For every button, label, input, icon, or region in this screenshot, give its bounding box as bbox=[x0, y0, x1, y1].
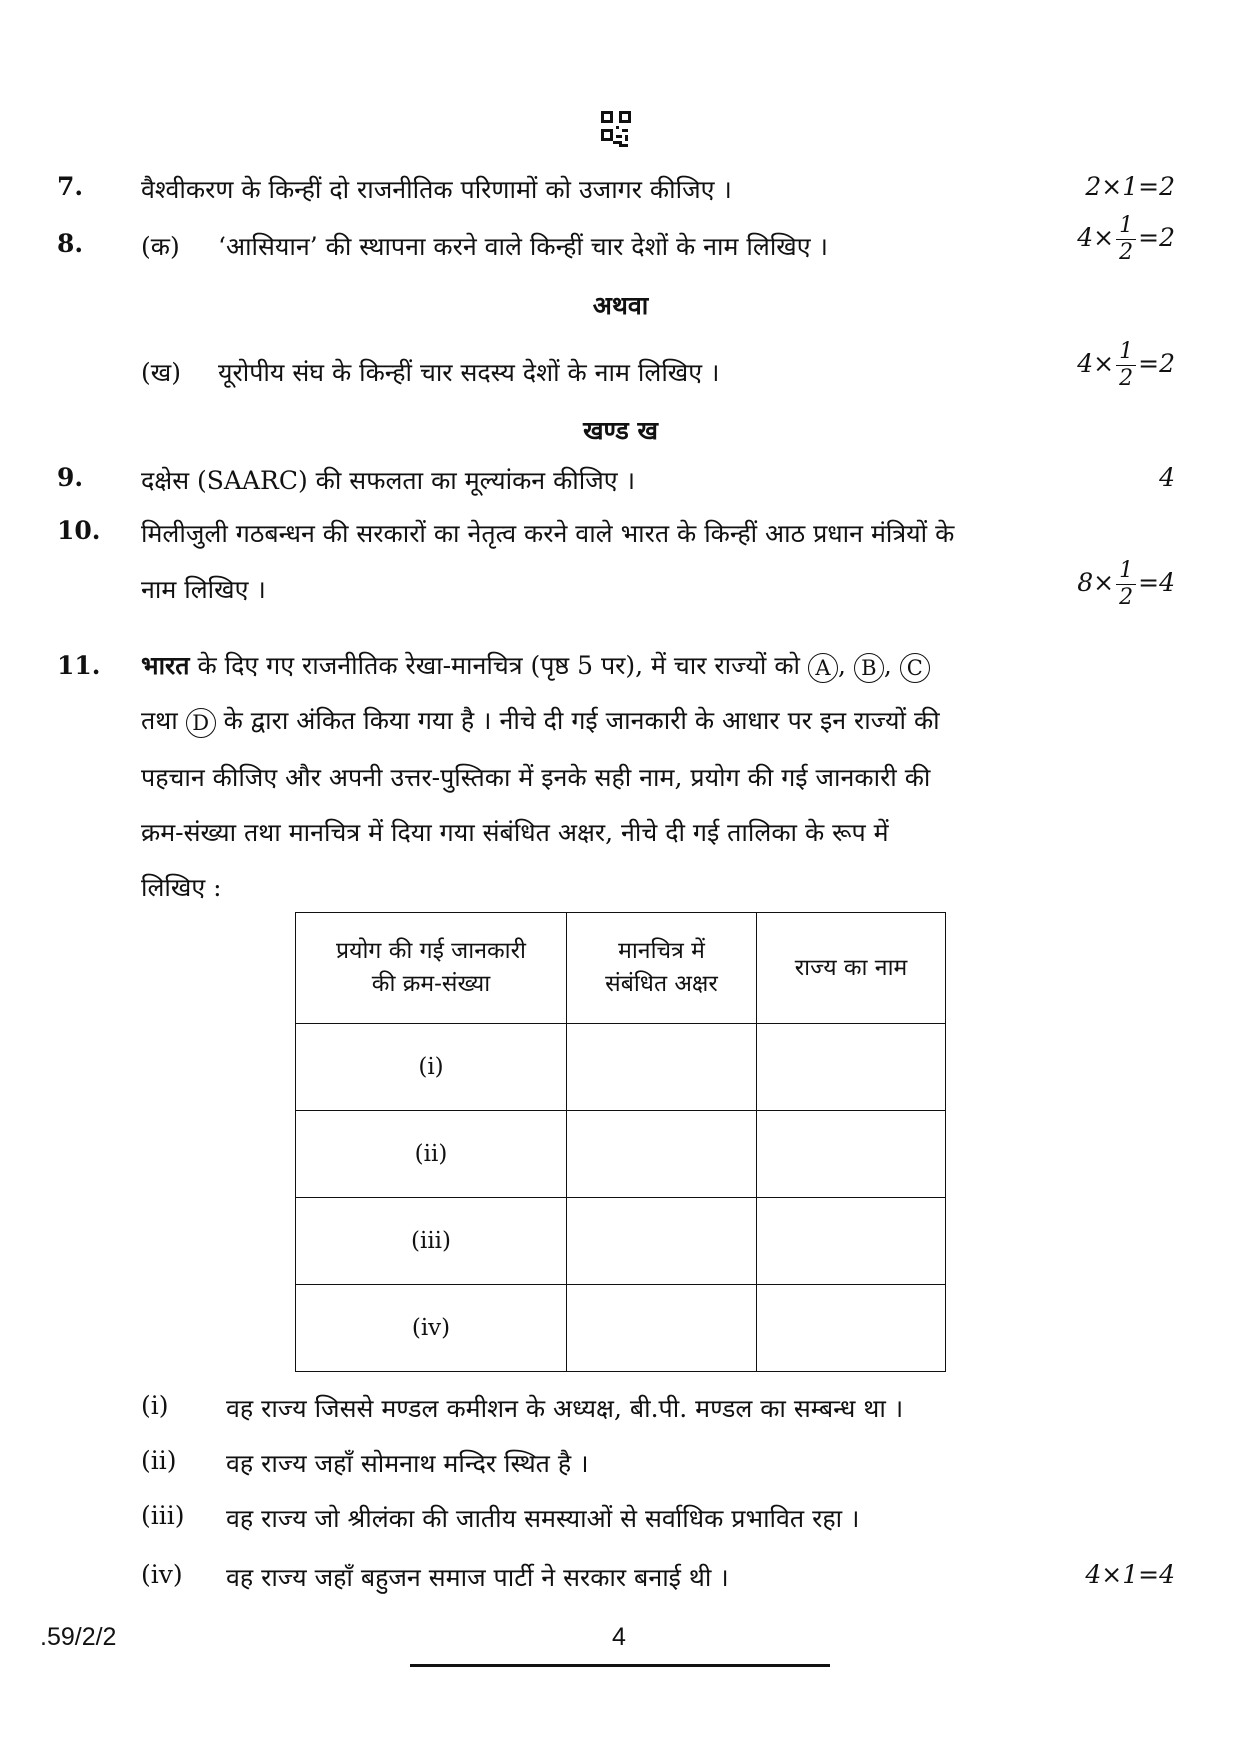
paper-code: .59/2/2 bbox=[40, 1623, 117, 1651]
option-text: ‘आसियान’ की स्थापना करने वाले किन्हीं चार देशों के नाम लिखिए । bbox=[218, 232, 828, 261]
table-cell: (iii) bbox=[296, 1198, 567, 1285]
table-cell: (ii) bbox=[296, 1111, 567, 1198]
clue-label: (ii) bbox=[141, 1446, 177, 1475]
clue-text: वह राज्य जहाँ बहुजन समाज पार्टी ने सरकार बनाई थी । bbox=[226, 1563, 729, 1592]
clue-text: वह राज्य जो श्रीलंका की जातीय समस्याओं से सर्वाधिक प्रभावित रहा । bbox=[226, 1504, 860, 1533]
clue-label: (i) bbox=[141, 1391, 169, 1420]
marks: 4×1=4 bbox=[1085, 1560, 1175, 1589]
table-cell: (i) bbox=[296, 1024, 567, 1111]
answer-table bbox=[295, 912, 946, 1372]
option-text: यूरोपीय संघ के किन्हीं चार सदस्य देशों के नाम लिखिए । bbox=[218, 358, 720, 387]
question-number: 9. bbox=[57, 463, 84, 492]
table-row bbox=[296, 1198, 946, 1285]
table-cell: (iv) bbox=[296, 1285, 567, 1372]
column-header: मानचित्र में संबंधित अक्षर bbox=[567, 913, 757, 1024]
table-row bbox=[296, 1024, 946, 1111]
question-number: 7. bbox=[57, 172, 84, 201]
marks: 2×1=2 bbox=[1085, 172, 1175, 201]
question-text: भारत के दिए गए राजनीतिक रेखा-मानचित्र (पृष्ठ 5 पर), में चार राज्यों को A , B , C bbox=[141, 648, 930, 683]
marker-b: B bbox=[854, 653, 884, 683]
question-text: लिखिए : bbox=[141, 873, 222, 902]
table-row bbox=[296, 1111, 946, 1198]
question-text: वैश्वीकरण के किन्हीं दो राजनीतिक परिणामों को उजागर कीजिए । bbox=[141, 175, 732, 204]
table-cell bbox=[757, 1198, 946, 1285]
marker-a: A bbox=[808, 653, 838, 683]
table-cell bbox=[567, 1198, 757, 1285]
page-number: 4 bbox=[612, 1623, 626, 1651]
table-row bbox=[296, 1285, 946, 1372]
question-text: क्रम-संख्या तथा मानचित्र में दिया गया संबंधित अक्षर, नीचे दी गई तालिका के रूप में bbox=[141, 818, 889, 847]
clue-label: (iii) bbox=[141, 1501, 185, 1530]
section-heading: खण्ड ख bbox=[583, 416, 658, 445]
question-text: मिलीजुली गठबन्धन की सरकारों का नेतृत्व करने वाले भारत के किन्हीं आठ प्रधान मंत्रियों के bbox=[141, 519, 955, 548]
table-cell bbox=[567, 1111, 757, 1198]
clue-label: (iv) bbox=[141, 1560, 183, 1589]
column-header: राज्य का नाम bbox=[757, 913, 946, 1024]
clue-text: वह राज्य जहाँ सोमनाथ मन्दिर स्थित है । bbox=[226, 1449, 589, 1478]
marks: 4× $\frac{1}{2}$ =2 bbox=[1077, 339, 1175, 391]
option-label: (ख) bbox=[141, 358, 181, 387]
table-cell bbox=[757, 1111, 946, 1198]
option-label: (क) bbox=[141, 232, 180, 261]
footer-rule bbox=[410, 1664, 830, 1667]
marks: 8× $\frac{1}{2}$ =4 bbox=[1077, 558, 1175, 610]
question-text: पहचान कीजिए और अपनी उत्तर-पुस्तिका में इनके सही नाम, प्रयोग की गई जानकारी की bbox=[141, 763, 931, 792]
column-header: प्रयोग की गई जानकारी की क्रम-संख्या bbox=[296, 913, 567, 1024]
table-cell bbox=[567, 1285, 757, 1372]
question-text: नाम लिखिए । bbox=[141, 575, 266, 604]
marks: 4× $\frac{1}{2}$ =2 bbox=[1077, 213, 1175, 265]
or-divider: अथवा bbox=[592, 291, 649, 320]
marks: 4 bbox=[1159, 463, 1175, 492]
table-header-row bbox=[296, 913, 946, 1024]
table-cell bbox=[757, 1024, 946, 1111]
question-text: दक्षेस (SAARC) की सफलता का मूल्यांकन कीजिए । bbox=[141, 466, 636, 495]
table-cell bbox=[567, 1024, 757, 1111]
qr-code-icon bbox=[601, 111, 631, 147]
table-cell bbox=[757, 1285, 946, 1372]
question-number: 11. bbox=[57, 651, 101, 680]
clue-text: वह राज्य जिससे मण्डल कमीशन के अध्यक्ष, बी.पी. मण्डल का सम्बन्ध था । bbox=[226, 1394, 904, 1423]
marker-c: C bbox=[900, 653, 930, 683]
question-text: तथा D के द्वारा अंकित किया गया है । नीचे दी गई जानकारी के आधार पर इन राज्यों की bbox=[141, 703, 940, 738]
question-number: 10. bbox=[57, 516, 101, 545]
marker-d: D bbox=[186, 708, 216, 738]
question-number: 8. bbox=[57, 229, 84, 258]
